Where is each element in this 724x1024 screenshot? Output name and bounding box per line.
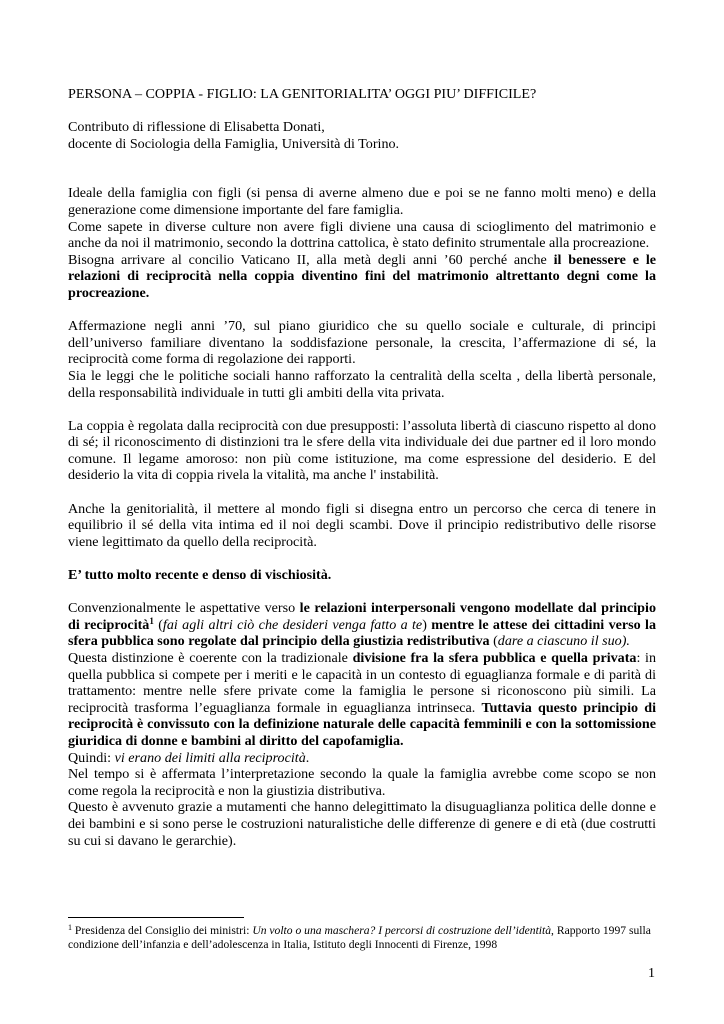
text-run: Questa distinzione è coerente con la tradizionale <box>68 650 353 666</box>
italic-run: dare a ciascuno il suo). <box>497 633 630 650</box>
paragraph-coppia: La coppia è regolata dalla reciprocità con due presupposti: l’assoluta libertà di ciascuno rispetto al dono di sé; il riconoscimento di distinzioni tra le sfere della vita individuale dei due partner ed il loro mondo comune. Il legame amoroso: non più come istituzione, ma come espressione del desiderio. E del desiderio la vita di coppia rivela la vitalità, ma anche l' instabilità. <box>68 417 656 484</box>
paragraph-affermazione: Affermazione negli anni ’70, sul piano giuridico che su quello sociale e culturale, di principi dell’universo familiare diventano la soddisfazione personale, la crescita, l’affermazione di sé, la reciprocità come forma di regolazione dei rapporti. <box>68 318 656 368</box>
paragraph-mutamenti: Questo è avvenuto grazie a mutamenti che hanno delegittimato la disuguaglianza politica delle donne e dei bambini e si sono perse le costruzioni naturalistiche delle differenze di genere e di età (due costrutti su cui si davano le gerarchie). <box>68 799 656 849</box>
italic-run: vi erano dei limiti alla reciprocità <box>114 749 306 766</box>
bold-run: divisione fra la sfera pubblica e quella privata <box>352 650 637 666</box>
page-number: 1 <box>648 966 655 981</box>
footnote-italic-title: Un volto o una maschera? I percorsi di costruzione dell’identità <box>252 924 552 937</box>
document-body <box>68 86 656 849</box>
italic-run: fai agli altri ciò che desideri venga fatto a te <box>162 616 423 633</box>
text-run: ( <box>153 616 163 633</box>
section-heading-text: E’ tutto molto recente e denso di vischiosità. <box>68 567 332 584</box>
page-title: PERSONA – COPPIA - FIGLIO: LA GENITORIALITA’ OGGI PIU’ DIFFICILE? <box>68 86 537 102</box>
footnote-text: , Rapporto 1997 sulla condizione dell’infanzia e dell’adolescenza in Italia, Istituto degli Innocenti di Firenze, 1998 <box>68 924 651 951</box>
text-run: : in quella pubblica si compete per i meriti e le capacità in un contesto di eguaglianza formale e di parità di trattamento: mentre nelle sfere private come la famiglia le persone si riconoscono più simili. La reciprocità trasforma l’eguaglianza formale in eguaglianza intrinseca. <box>68 650 656 716</box>
paragraph-distinzione <box>68 650 656 750</box>
paragraph-leggi: Sia le leggi che le politiche sociali hanno rafforzato la centralità della scelta , della libertà personale, della responsabilità individuale in tutti gli ambiti della vita privata. <box>68 367 656 401</box>
paragraph-convenzionalmente <box>68 600 656 650</box>
bold-run: mentre le attese dei cittadini verso la sfera pubblica sono regolate dal principio della giustizia redistributiva <box>68 616 657 650</box>
paragraph-culture: Come sapete in diverse culture non avere figli diviene una causa di scioglimento del matrimonio e anche da noi il matrimonio, secondo la dottrina cattolica, è stato definito strumentale alla procreazione. <box>68 218 656 252</box>
paragraph-vaticano <box>68 252 656 302</box>
text-run: Quindi: <box>68 749 115 766</box>
text-run: Convenzionalmente le aspettative verso <box>68 600 300 617</box>
footnote-reference[interactable]: 1 <box>149 615 154 626</box>
paragraph-quindi <box>68 750 656 767</box>
paragraph-ideale: Ideale della famiglia con figli (si pensa di averne almeno due e poi se ne fanno molti meno) e della generazione come dimensione importante del fare famiglia. <box>68 185 656 218</box>
bold-run: Tuttavia questo principio di reciprocità è convissuto con la definizione naturale delle capacità femminili e con la sottomissione giuridica di donne e bambini al diritto del capofamiglia. <box>68 699 656 749</box>
text-run: . <box>305 749 310 766</box>
text-run: ( <box>489 633 498 650</box>
author-line-1: Contributo di riflessione di Elisabetta Donati, <box>68 119 325 136</box>
text-run: ) <box>422 616 432 633</box>
paragraph-genitorialita: Anche la genitorialità, il mettere al mondo figli si disegna entro un percorso che cerca di tenere in equilibrio il sé della vita intima ed il noi degli scambi. Dove il principio redistributivo delle risorse viene legittimato da quello della reciprocità. <box>68 500 656 550</box>
footnote-number: 1 <box>68 923 72 932</box>
footnote-separator <box>68 917 244 918</box>
paragraph-nel-tempo: Nel tempo si è affermata l’interpretazione secondo la quale la famiglia avrebbe come scopo se non come regola la reciprocità e non la giustizia distributiva. <box>68 766 656 799</box>
footnote-text: Presidenza del Consiglio dei ministri: <box>72 924 253 937</box>
footnote <box>68 924 658 952</box>
paragraph-vaticano-bold: il benessere e le relazioni di reciprocità nella coppia diventino fini del matrimonio altrettanto degni come la procreazione. <box>68 251 656 301</box>
section-heading <box>68 567 656 584</box>
author-line-2: docente di Sociologia della Famiglia, Università di Torino. <box>68 135 400 152</box>
bold-run: le relazioni interpersonali vengono modellate dal principio di reciprocità <box>68 600 656 633</box>
paragraph-vaticano-text: Bisogna arrivare al concilio Vaticano II, alla metà degli anni ’60 perché anche <box>68 251 554 268</box>
